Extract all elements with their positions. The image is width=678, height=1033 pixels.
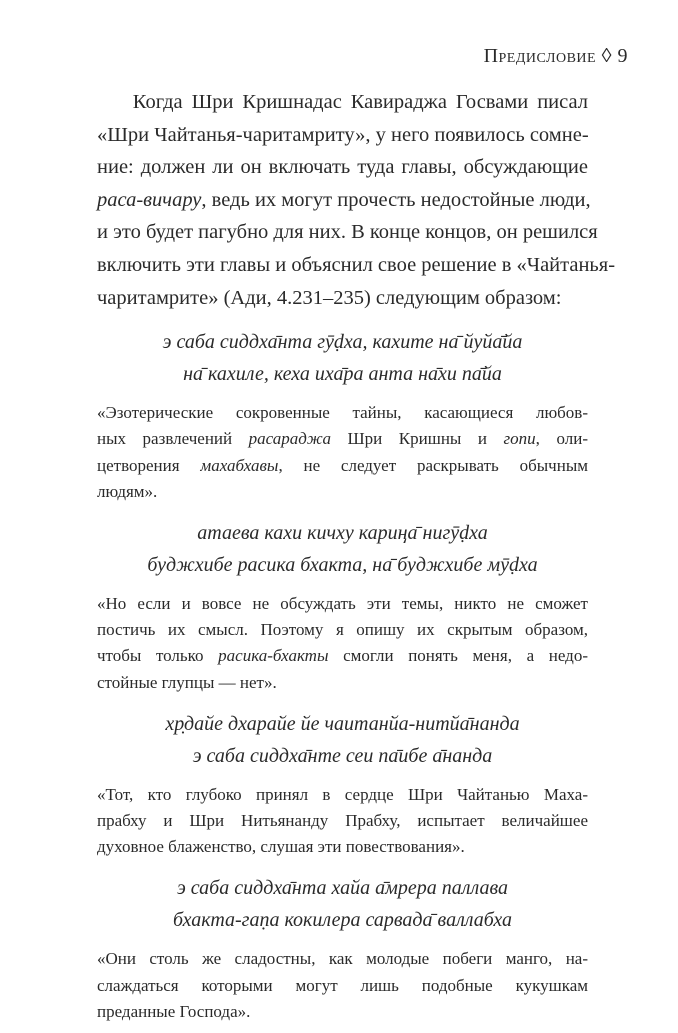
diamond-separator-icon: ◊: [601, 45, 612, 67]
text-segment: слаждаться которыми могут лишь подобные кукушкам: [97, 975, 588, 995]
text-segment: «Тот, кто глубоко принял в сердце Шри Чайтанью Маха-: [97, 784, 588, 804]
text-segment: хр̣дайе дхарайе йе чаитанйа-нитйа̄нанда: [165, 712, 520, 735]
text-line: [97, 973, 588, 999]
text-line: [97, 282, 588, 315]
text-segment: , ведь их могут прочесть недостойные люди,: [201, 188, 591, 211]
text-line: [97, 86, 588, 119]
text-segment: «Эзотерические сокровенные тайны, касающиеся любов-: [97, 403, 588, 423]
text-segment: духовное блаженство, слушая эти повествования».: [97, 837, 465, 857]
text-line: [97, 946, 588, 972]
italic-term: расика-бхакты: [218, 646, 329, 666]
text-segment: Когда Шри Кришнадас Кавираджа Госвами писал: [97, 91, 588, 113]
text-line: [97, 834, 588, 860]
text-segment: включить эти главы и объяснил свое решение в «Чайтанья-: [97, 253, 616, 276]
running-header: [484, 45, 628, 68]
text-segment: цетворения: [97, 455, 201, 475]
text-line: [97, 708, 588, 740]
verse-translation: [97, 591, 588, 696]
text-segment: «Но если и вовсе не обсуждать эти темы, никто не сможет: [97, 593, 588, 613]
verse-translation: [97, 946, 588, 1025]
text-line: [97, 400, 588, 426]
text-line: [97, 326, 588, 358]
text-segment: «Шри Чайтанья-чаритамриту», у него появилось сомне-: [97, 123, 589, 146]
text-line: [97, 740, 588, 772]
text-segment: преданные Господа».: [97, 1001, 251, 1021]
text-line: [97, 426, 588, 452]
italic-term: расараджа: [248, 429, 331, 449]
text-line: [97, 184, 591, 217]
text-segment: , оли-: [535, 429, 588, 449]
text-line: [97, 119, 588, 152]
text-segment: ние: должен ли он включать туда главы, обсуждающие: [97, 156, 588, 179]
chapter-title: Предисловие: [483, 45, 597, 67]
italic-term: гопи: [503, 429, 536, 449]
text-segment: и это будет пагубно для них. В конце концов, он решился: [97, 221, 598, 244]
text-segment: буджхибе расика бхакта, на̄ буджхибе мӯḍха: [147, 553, 538, 576]
text-line: [97, 808, 588, 834]
verse-transliteration: [97, 872, 588, 936]
page-number: 9: [617, 45, 628, 67]
text-line: [97, 782, 588, 808]
text-segment: «Они столь же сладостны, как молодые побеги манго, на-: [97, 949, 588, 969]
verse-transliteration: [97, 517, 588, 581]
text-segment: бхакта-гаṇа кокилера сарвада̄ валлабха: [172, 909, 513, 932]
text-segment: Шри Кришны и: [330, 429, 504, 449]
text-line: [97, 216, 598, 249]
text-line: [97, 872, 588, 904]
text-line: [97, 904, 588, 936]
text-segment: э саба сиддха̄нте сеи па̄ибе а̄нанда: [192, 744, 493, 767]
text-segment: чтобы только: [97, 646, 219, 666]
text-segment: атаева кахи кичху кариңа̄ нигӯḍха: [197, 521, 488, 544]
text-segment: ных развлечений: [97, 429, 249, 449]
text-line: [97, 517, 588, 549]
body-paragraph: [97, 86, 616, 314]
text-segment: э саба сиддха̄нта хайа а̄мрера паллава: [176, 877, 509, 900]
text-segment: чаритамрите» (Ади, 4.231–235) следующим образом:: [97, 286, 562, 309]
text-line: [97, 453, 588, 479]
text-segment: постичь их смысл. Поэтому я опишу их скрытым образом,: [97, 620, 588, 640]
verse-transliteration: [97, 708, 588, 772]
text-line: [97, 999, 588, 1025]
verse-translation: [97, 782, 588, 861]
text-line: [97, 670, 588, 696]
text-line: [97, 249, 616, 282]
text-line: [97, 643, 588, 669]
text-segment: на̄ кахиле, кеха иха̄ра анта на̄хи па̄йа: [183, 363, 502, 386]
text-line: [97, 549, 588, 581]
text-segment: смогли понять меня, а недо-: [328, 646, 588, 666]
italic-term: раса-вичару: [97, 188, 202, 211]
text-line: [97, 358, 588, 390]
text-segment: стойные глупцы — нет».: [97, 672, 277, 692]
text-line: [97, 151, 588, 184]
text-segment: людям».: [97, 481, 158, 501]
text-segment: прабху и Шри Нитьянанду Прабху, испытает величайшее: [97, 810, 588, 830]
text-segment: э саба сиддха̄нта гӯḍха, кахите на̄ йуйа̄йа: [162, 331, 523, 354]
text-segment: , не следует раскрывать обычным: [278, 455, 589, 475]
italic-term: махабхавы: [200, 455, 279, 475]
text-line: [97, 479, 588, 505]
page-body: [97, 86, 616, 1033]
verse-transliteration: [97, 326, 588, 390]
text-line: [97, 591, 588, 617]
text-line: [97, 617, 588, 643]
verse-translation: [97, 400, 588, 505]
